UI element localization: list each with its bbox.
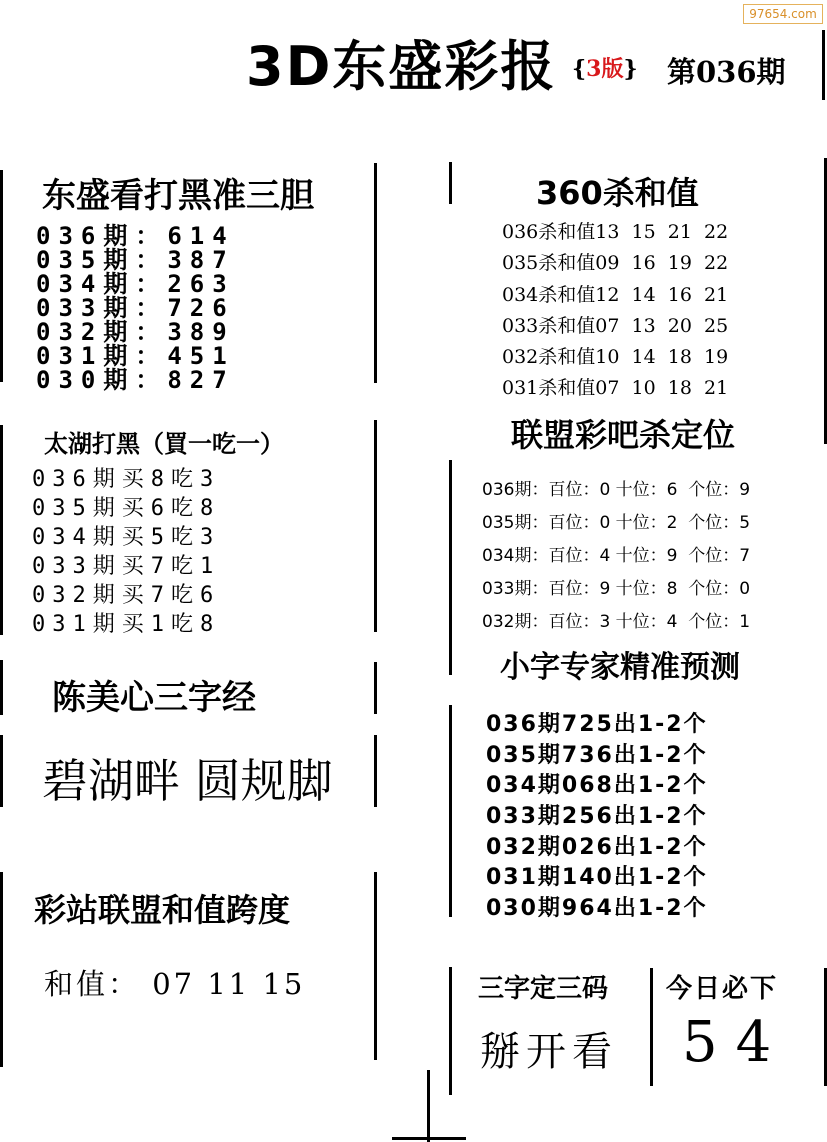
watermark: 97654.com: [743, 4, 823, 24]
list-item: 033期：百位：9 十位：8 个位：0: [482, 579, 751, 599]
sha360-title: 360杀和值: [536, 174, 699, 212]
dongsheng-title: 东盛看打黑准三胆: [42, 176, 314, 216]
list-item: 034期买5吃3: [32, 525, 221, 550]
caizhan-title: 彩站联盟和值跨度: [34, 891, 291, 929]
divider-right-e: [449, 967, 452, 1095]
edition-open: {: [572, 56, 587, 82]
list-item: 032期：389: [36, 318, 235, 346]
list-item: 036期：百位：0 十位：6 个位：9: [482, 480, 751, 500]
caizhan-content: 和值： 07 11 15: [44, 967, 306, 1001]
taihu-title: 太湖打黑（買一吃一）: [44, 430, 284, 458]
list-item: 033杀和值07 13 20 25: [502, 315, 729, 337]
list-item: 035杀和值09 16 19 22: [502, 252, 729, 274]
page-title: 3D东盛彩报: [246, 35, 557, 98]
header-right-border: [822, 30, 825, 100]
divider-mid-1: [374, 163, 377, 383]
chenmeixin-content: 碧湖畔 圆规脚: [42, 754, 333, 808]
divider-mid-3: [374, 662, 377, 714]
list-item: 031杀和值07 10 18 21: [502, 377, 729, 399]
edition-badge: [572, 52, 638, 83]
sanzi-content: 掰开看: [480, 1029, 618, 1075]
list-item: 034杀和值12 14 16 21: [502, 284, 729, 306]
list-item: 035期买6吃8: [32, 496, 221, 521]
list-item: 035期736出1-2个: [486, 743, 708, 768]
divider-right-a: [449, 162, 452, 204]
list-item: 032期026出1-2个: [486, 835, 708, 860]
divider-left-4: [0, 735, 3, 807]
divider-left-5: [0, 872, 3, 1067]
list-item: 032期：百位：3 十位：4 个位：1: [482, 612, 751, 632]
list-item: 030期：827: [36, 366, 235, 394]
list-item: 033期：726: [36, 294, 235, 322]
jinri-content: 54: [682, 1010, 790, 1075]
list-item: 032杀和值10 14 18 19: [502, 346, 729, 368]
list-item: 033期256出1-2个: [486, 804, 708, 829]
divider-inner: [650, 968, 653, 1086]
list-item: 031期：451: [36, 342, 235, 370]
chenmeixin-title: 陈美心三字经: [52, 678, 256, 718]
divider-left-1: [0, 170, 3, 382]
divider-mid-4: [374, 735, 377, 807]
divider-left-2: [0, 425, 3, 635]
list-item: 036期：614: [36, 222, 235, 250]
list-item: 031期140出1-2个: [486, 865, 708, 890]
list-item: 034期：263: [36, 270, 235, 298]
divider-mid-5: [374, 872, 377, 1060]
list-item: 034期：百位：4 十位：9 个位：7: [482, 546, 751, 566]
divider-mid-2: [374, 420, 377, 632]
list-item: 036期725出1-2个: [486, 712, 708, 737]
xiaozi-title: 小字专家精准预测: [500, 650, 740, 685]
divider-center-stem: [427, 1070, 430, 1142]
list-item: 035期：百位：0 十位：2 个位：5: [482, 513, 751, 533]
edition-close: }: [623, 56, 638, 82]
list-item: 032期买7吃6: [32, 583, 221, 608]
list-item: 033期买7吃1: [32, 554, 221, 579]
list-item: 030期964出1-2个: [486, 896, 708, 921]
list-item: 031期买1吃8: [32, 612, 221, 637]
sanzi-title: 三字定三码: [478, 974, 609, 1004]
edition-number: 3版: [586, 56, 624, 82]
list-item: 034期068出1-2个: [486, 773, 708, 798]
lianmeng-title: 联盟彩吧杀定位: [511, 416, 736, 454]
jinri-title: 今日必下: [666, 974, 779, 1004]
divider-right-c: [449, 460, 452, 675]
list-item: 036杀和值13 15 21 22: [502, 221, 729, 243]
list-item: 035期：387: [36, 246, 235, 274]
divider-left-3: [0, 660, 3, 715]
footer-line: [392, 1137, 466, 1140]
divider-right-d: [449, 705, 452, 917]
issue-number: 第036期: [667, 55, 786, 89]
list-item: 036期买8吃3: [32, 467, 221, 492]
